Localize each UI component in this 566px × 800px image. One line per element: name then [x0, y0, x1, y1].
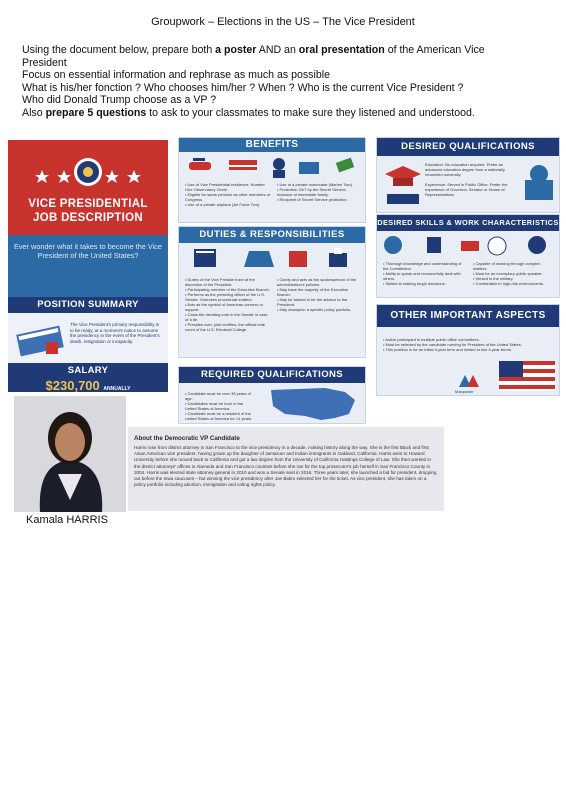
desired-heading: DESIRED QUALIFICATIONS	[377, 138, 559, 156]
skills-icons	[377, 233, 559, 259]
kamala-harris-photo	[14, 396, 126, 512]
portrait-icon	[14, 396, 126, 512]
about-candidate-box	[128, 427, 444, 511]
document-icon	[14, 318, 68, 358]
benefits-panel: BENEFITS • Use of Vice Presidential residence: Number One Observatory Circle. • Eligible for same pension as other members of Congress. • Use of a private airplane (Air Force Two). • Use of a private motorcade (Marine Two). • Protection 24/7 by the Secret Service, inclusive of immediate family. • Recipient of Secret Service protection.	[178, 137, 366, 223]
job-description-banner	[8, 140, 168, 392]
instruction-line-4: What is his/her fonction ? Who chooses him/her ? When ? Who is the current Vice President ?	[22, 81, 464, 94]
instruction-line-6	[22, 107, 552, 120]
instr-text: to ask to your classmates to make sure they listened and understood.	[146, 106, 475, 119]
required-panel: REQUIRED QUALIFICATIONS • Candidate must be over 35 years of age. • Candidates must be born in the United States of America. • Candidate must be a resident of the United States of America for 14 years.	[178, 366, 366, 424]
document-title: Groupwork – Elections in the US – The Vice President	[151, 16, 415, 28]
benefit-icons	[179, 154, 365, 180]
us-flag-icon	[497, 359, 557, 393]
instructions	[22, 44, 552, 120]
instruction-line-3: Focus on essential information and rephrase as much as possible	[22, 69, 330, 82]
photo-caption: Kamala HARRIS	[26, 514, 108, 526]
instruction-line-2: President	[22, 56, 67, 69]
instr-text: Using the document below, prepare both	[22, 44, 216, 56]
instruction-line-1	[22, 44, 552, 57]
skills-heading: DESIRED SKILLS & WORK CHARACTERISTICS	[377, 215, 559, 231]
duties-icons	[179, 245, 365, 273]
instr-text: Also	[22, 106, 46, 119]
seal-stars-icon	[8, 146, 168, 196]
desired-panel: DESIRED QUALIFICATIONS Education: No education required. Prefer an advanced education degree from a nationally renowned university. Experience: Served in Public Office. Prefer the experience of Governor, Senator or House of Representatives.	[376, 137, 560, 213]
about-body: Harris rose from district attorney in San Francisco to the vice presidency in a decade, making history along the way. She is the first Black and first Asian American vice president, having grown up the daughter of Jamaican and Indian immigrants in Oakland, California. Harris went to Howard University before she moved back to California and got a law degree from the University of California Hastings College of Law. She then worked in the district attorneys' offices in Alameda and San Francisco counties before she ran for the top prosecutor's job herself in San Francisco County in 2004. Harris was elected state attorney general in 2010 and won a Senate seat in 2016. Three years later, she launched a bid for president, dropping out before the Iowa caucuses – but winning the vice presidency after Joe Biden selected her for the ticket. As vice president, she has taken on a policy portfolio including abortion, immigration and voting rights policy.	[134, 445, 437, 488]
red-header	[8, 140, 168, 235]
instr-bold-poster: a poster	[215, 44, 257, 56]
capitol-icon	[519, 160, 559, 208]
instr-bold-questions: prepare 5 questions	[45, 106, 147, 119]
instr-text: AND an	[256, 44, 299, 56]
instr-bold-oral: oral presentation	[298, 44, 385, 56]
instruction-line-5: Who did Donald Trump choose as a VP ?	[22, 94, 217, 107]
instr-text: of the American Vice	[384, 44, 485, 56]
job-title-line-2: JOB DESCRIPTION	[33, 212, 143, 224]
duties-heading: DUTIES & RESPONSIBILITIES	[179, 227, 365, 243]
other-panel: OTHER IMPORTANT ASPECTS • Active participant in multiple public office committees. • Must be selected by the candidate running for President of the United States. • This position is for an initial 4-year term and limited to two 4-year terms. Manpower	[376, 304, 560, 396]
salary-heading: SALARY	[8, 364, 168, 378]
usa-map-icon	[265, 384, 361, 424]
duties-panel: DUTIES & RESPONSIBILITIES • Duties of the Vice President are at the discretion of the President. • Participating member of the Executive Branch. • Performs as the presiding officer of the U.S. Senate. Oversees procedural matters. • Acts as the symbol of American concern or support. • Casts the deciding vote in the Senate in case of a tie. • Presides over, joint certifies, the official vote count of the U.S. Electoral College. • Clarify and acts as the spokesperson of the administration's policies. • May have the majority of the Executive Branch. • May be tasked to be the advisor to the President. • May champion a specific policy portfolio.	[178, 226, 366, 358]
salary-line	[8, 378, 168, 393]
other-heading: OTHER IMPORTANT ASPECTS	[377, 305, 559, 327]
benefits-heading: BENEFITS	[179, 138, 365, 152]
position-summary-heading: POSITION SUMMARY	[8, 297, 168, 313]
brand-label: Manpower	[455, 389, 474, 394]
summary-text: The Vice President's primary responsibility is to be ready, at a moment's notice to assume the presidency in the event of the President's death, resignation or incapacity.	[70, 322, 160, 344]
about-heading: About the Democratic VP Candidate	[134, 435, 240, 442]
salary-unit: ANNUALLY	[103, 386, 131, 392]
skills-panel: DESIRED SKILLS & WORK CHARACTERISTICS • Thorough knowledge and understanding of the Constitution. • Ability to speak and resourcefully deal with others. • Skilled at making tough decisions. • Capable of working through complex matters. • Must be an exemplary public speaker. • Versed in the military. • Comfortable in high-risk environments.	[376, 214, 560, 298]
salary-value: $230,700	[45, 378, 100, 393]
required-heading: REQUIRED QUALIFICATIONS	[179, 367, 365, 383]
job-title-line-1: VICE PRESIDENTIAL	[28, 198, 148, 210]
graduation-cap-icon	[383, 160, 423, 210]
subtitle-text: Ever wonder what it takes to become the Vice President of the United States?	[14, 242, 162, 260]
manpower-logo-icon	[457, 373, 483, 389]
